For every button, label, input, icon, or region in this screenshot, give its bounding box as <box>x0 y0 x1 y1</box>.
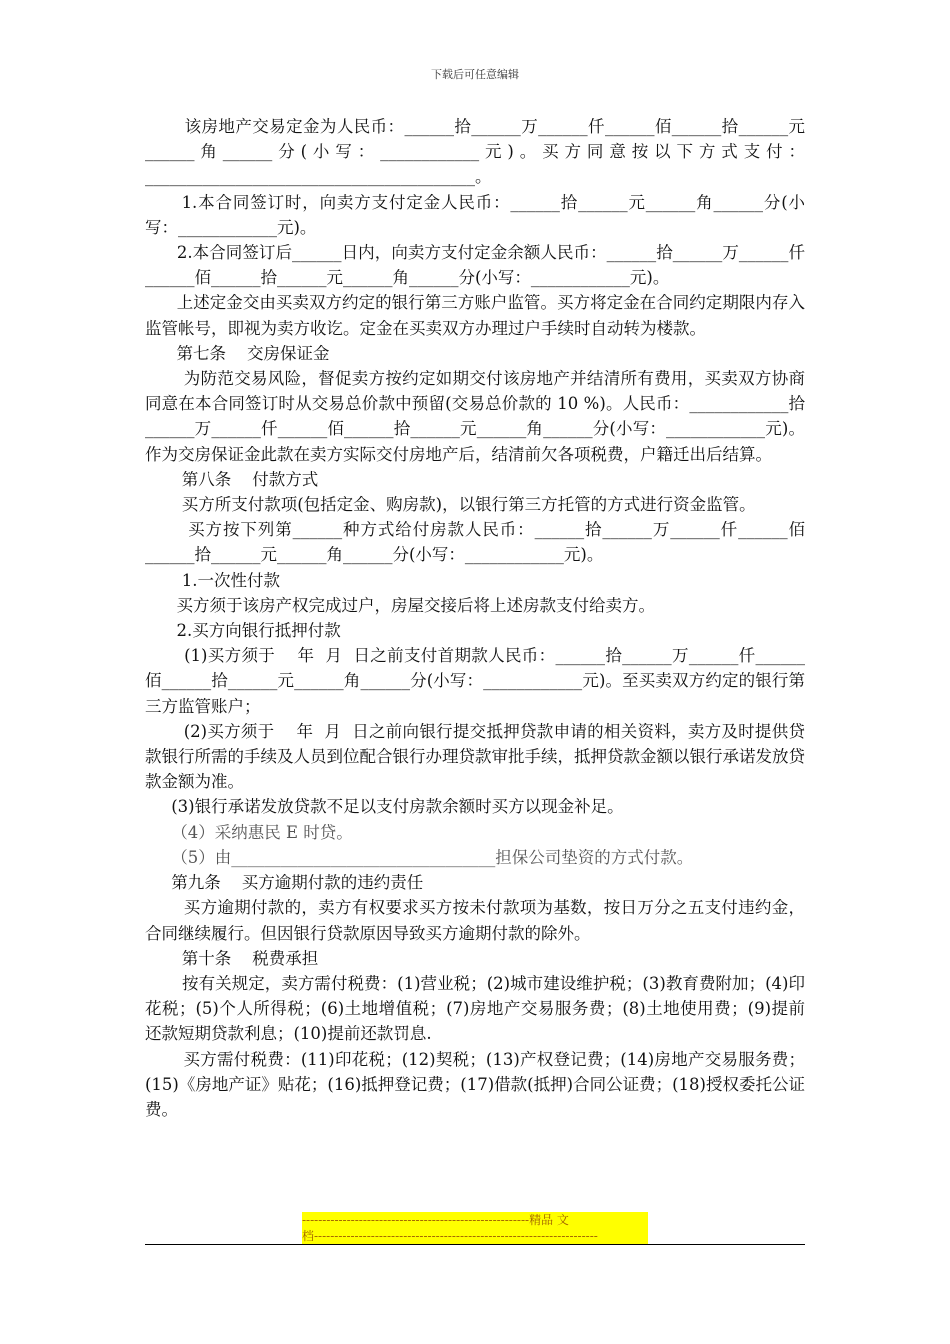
footer-line-1: --------------------------------------------------------精品 文 <box>302 1212 648 1228</box>
footer-line-2: 档---------------------------------------------------------------------- <box>302 1228 648 1244</box>
mortgage-item-5: （5）由________________________________担保公司垫资的方式付款。 <box>145 847 694 867</box>
mortgage-item-2: (2)买方须于 年 月 日之前向银行提交抵押贷款申请的相关资料，卖方及时提供贷款银行所需的手续及人员到位配合银行办理贷款审批手续，抵押贷款金额以银行承诺发放贷款金额为准。 <box>145 721 805 792</box>
footer-watermark <box>302 1212 648 1244</box>
mortgage-heading: 2.买方向银行抵押付款 <box>145 621 341 641</box>
buyer-taxes-paragraph: 买方需付税费：(11)印花税；(12)契税；(13)产权登记费；(14)房地产交易服务费；(15)《房地产证》贴花；(16)抵押登记费；(17)借款(抵押)合同公证费；(18)授权委托公证费。 <box>145 1049 806 1119</box>
page-header: 下载后可任意编辑 <box>431 68 519 81</box>
lump-sum-body: 买方须于该房产权完成过户，房屋交接后将上述房款支付给卖方。 <box>145 595 655 615</box>
article-9-body: 买方逾期付款的，卖方有权要求买方按未付款项为基数，按日万分之五支付违约金，合同继续履行。但因银行贷款原因导致买方逾期付款的除外。 <box>145 898 805 943</box>
article-7-heading: 第七条 交房保证金 <box>145 343 330 363</box>
article-8-heading: 第八条 付款方式 <box>145 469 319 489</box>
deposit-item-1: 1.本合同签订时，向卖方支付定金人民币：______拾______元______角______分(小写：____________元)。 <box>145 192 805 237</box>
deposit-item-2: 2.本合同签订后______日内，向卖方支付定金余额人民币：______拾______万______仟______佰______拾______元______角______分(小写：____________元)。 <box>145 243 805 288</box>
footer-rule <box>145 1244 805 1245</box>
article-7-body: 为防范交易风险，督促卖方按约定如期交付该房地产并结清所有费用，买卖双方协商同意在本合同签订时从交易总价款中预留(交易总价款的 10 %)。人民币：____________拾______万______仟______佰______拾______元______角______分(小写：____________元)。作为交房保证金此款在卖方实际交付房地产后，结清前欠各项税费，户籍迁出后结算。 <box>145 369 805 464</box>
seller-taxes-paragraph: 按有关规定，卖方需付税费：(1)营业税；(2)城市建设维护税；(3)教育费附加；(4)印花税；(5)个人所得税；(6)土地增值税；(7)房地产交易服务费；(8)土地使用费；(9)提前还款短期贷款利息；(10)提前还款罚息. <box>145 973 805 1044</box>
mortgage-item-4: （4）采纳惠民 E 时贷。 <box>145 822 353 842</box>
deposit-amount-paragraph: 该房地产交易定金为人民币：______拾______万______仟______佰______拾______元______角______分(小写：____________元)。买方同意按以下方式支付：________________________________________。 <box>145 117 806 187</box>
mortgage-item-1: (1)买方须于 年 月 日之前支付首期款人民币：______拾______万______仟______佰______拾______元______角______分(小写：____________元)。至买卖双方约定的银行第三方监管账户； <box>145 646 805 716</box>
payment-method-paragraph: 买方按下列第______种方式给付房款人民币：______拾______万______仟______佰______拾______元______角______分(小写：____________元)。 <box>145 520 806 565</box>
mortgage-item-3: (3)银行承诺发放贷款不足以支付房款余额时买方以现金补足。 <box>145 797 624 817</box>
lump-sum-heading: 1.一次性付款 <box>145 570 280 590</box>
deposit-supervision-paragraph: 上述定金交由买卖双方约定的银行第三方账户监管。买方将定金在合同约定期限内存入监管帐号，即视为卖方收讫。定金在买卖双方办理过户手续时自动转为楼款。 <box>145 293 805 338</box>
article-10-heading: 第十条 税费承担 <box>145 948 319 968</box>
article-9-heading: 第九条 买方逾期付款的违约责任 <box>145 873 424 893</box>
document-body <box>145 114 805 1122</box>
article-8-body: 买方所支付款项(包括定金、购房款)，以银行第三方托管的方式进行资金监管。 <box>145 495 756 515</box>
